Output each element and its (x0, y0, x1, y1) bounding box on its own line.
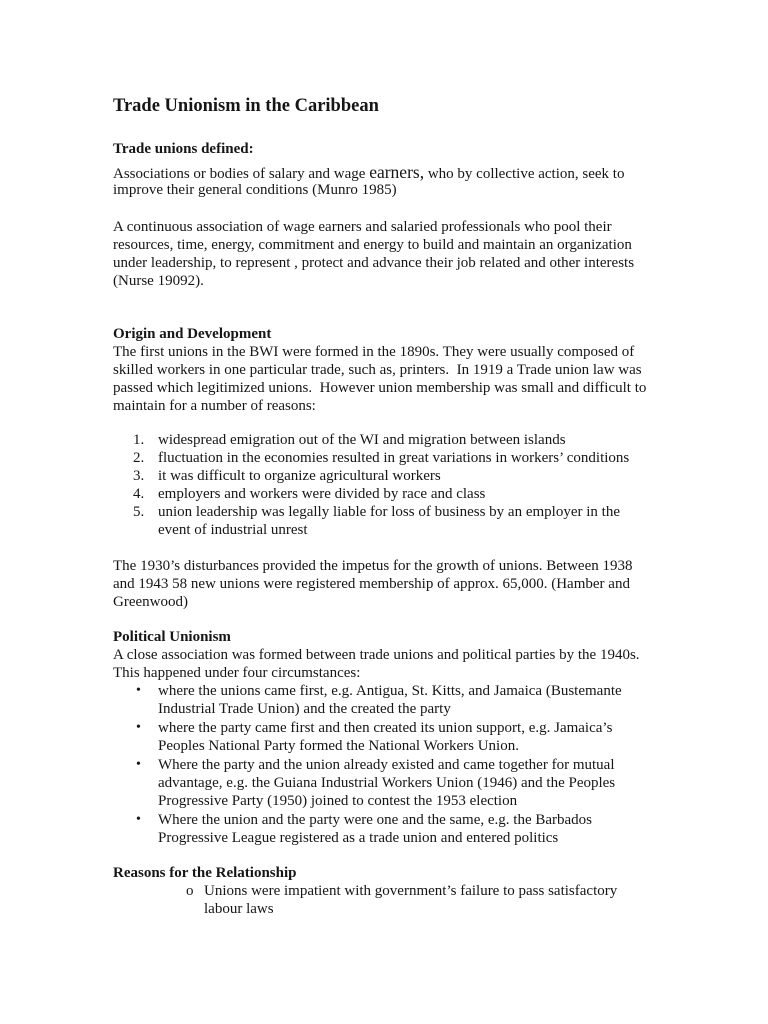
list-item-text: Where the union and the party were one and the same, e.g. the Barbados (158, 812, 593, 828)
paragraph-line: (Nurse 19092). (113, 273, 204, 289)
section-heading-relationship: Reasons for the Relationship (113, 865, 297, 881)
list-item (113, 467, 629, 485)
emphasized-word: earners, (369, 162, 425, 182)
list-item-text: event of industrial unrest (158, 522, 308, 538)
paragraph-line: A close association was formed between trade unions and political parties by the 1940s. (113, 647, 640, 663)
list-number: 4. (133, 486, 145, 502)
bullet-marker: • (136, 812, 141, 827)
list-item-text: Peoples National Party formed the National Workers Union. (158, 738, 519, 754)
list-number: 1. (133, 432, 145, 448)
paragraph-line: A continuous association of wage earners and salaried professionals who pool their (113, 219, 612, 235)
list-item-text: Where the party and the union already existed and came together for mutual (158, 757, 615, 773)
list-item (113, 682, 622, 718)
bullet-marker: • (136, 683, 141, 698)
political-intro-paragraph (113, 646, 640, 682)
list-item-text: Progressive Party (1950) joined to contest the 1953 election (158, 793, 518, 809)
list-item (113, 503, 629, 539)
list-item-text: where the party came first and then created its union support, e.g. Jamaica’s (158, 720, 613, 736)
list-item-text: widespread emigration out of the WI and migration between islands (158, 432, 566, 448)
text-run: who by collective action, seek to (424, 166, 625, 182)
paragraph-line: skilled workers in one particular trade, such as, printers. In 1919 a Trade union law was (113, 362, 642, 378)
paragraph-line (113, 163, 624, 181)
bullet-marker: • (136, 720, 141, 735)
list-item (113, 431, 629, 449)
list-item (113, 719, 622, 755)
list-item-text: employers and workers were divided by race and class (158, 486, 486, 502)
list-item (113, 449, 629, 467)
paragraph-line: Greenwood) (113, 594, 188, 610)
paragraph-line: improve their general conditions (Munro 1985) (113, 182, 397, 198)
origin-paragraph (113, 343, 646, 415)
paragraph-line: under leadership, to represent , protect and advance their job related and other interests (113, 255, 635, 271)
document-title: Trade Unionism in the Caribbean (113, 96, 379, 116)
definition-paragraph-1 (113, 163, 624, 199)
circumstances-bullet-list (113, 682, 622, 847)
text-run: Associations or bodies of salary and wage (113, 166, 370, 182)
relationship-sub-list (113, 882, 617, 918)
paragraph-line: The 1930’s disturbances provided the impetus for the growth of unions. Between 1938 (113, 558, 633, 574)
list-item-text: where the unions came first, e.g. Antigua, St. Kitts, and Jamaica (Bustemante (158, 683, 622, 699)
paragraph-line: maintain for a number of reasons: (113, 398, 316, 414)
paragraph-line: resources, time, energy, commitment and energy to build and maintain an organization (113, 237, 632, 253)
list-item-text: labour laws (204, 901, 274, 917)
list-item-text: fluctuation in the economies resulted in great variations in workers’ conditions (158, 450, 630, 466)
list-item-text: advantage, e.g. the Guiana Industrial Workers Union (1946) and the Peoples (158, 775, 616, 791)
list-item-text: Industrial Trade Union) and the created the party (158, 701, 451, 717)
bullet-marker: • (136, 757, 141, 772)
list-number: 5. (133, 504, 145, 520)
list-item (113, 882, 617, 918)
list-item-text: Unions were impatient with government’s failure to pass satisfactory (204, 883, 618, 899)
list-number: 2. (133, 450, 145, 466)
section-heading-origin: Origin and Development (113, 326, 272, 342)
paragraph-line: The first unions in the BWI were formed in the 1890s. They were usually composed of (113, 344, 635, 360)
section-heading-definition: Trade unions defined: (113, 141, 254, 157)
growth-paragraph (113, 557, 633, 611)
definition-paragraph-2 (113, 218, 634, 290)
hollow-bullet-marker: o (186, 883, 194, 899)
list-item-text: union leadership was legally liable for loss of business by an employer in the (158, 504, 620, 520)
section-heading-political: Political Unionism (113, 629, 231, 645)
paragraph-line: passed which legitimized unions. However union membership was small and difficult to (113, 380, 647, 396)
list-number: 3. (133, 468, 145, 484)
reasons-numbered-list (113, 431, 629, 539)
paragraph-line: and 1943 58 new unions were registered membership of approx. 65,000. (Hamber and (113, 576, 630, 592)
list-item (113, 756, 622, 810)
list-item-text: it was difficult to organize agricultural workers (158, 468, 441, 484)
paragraph-line: This happened under four circumstances: (113, 665, 361, 681)
list-item (113, 811, 622, 847)
list-item (113, 485, 629, 503)
list-item-text: Progressive League registered as a trade union and entered politics (158, 830, 559, 846)
